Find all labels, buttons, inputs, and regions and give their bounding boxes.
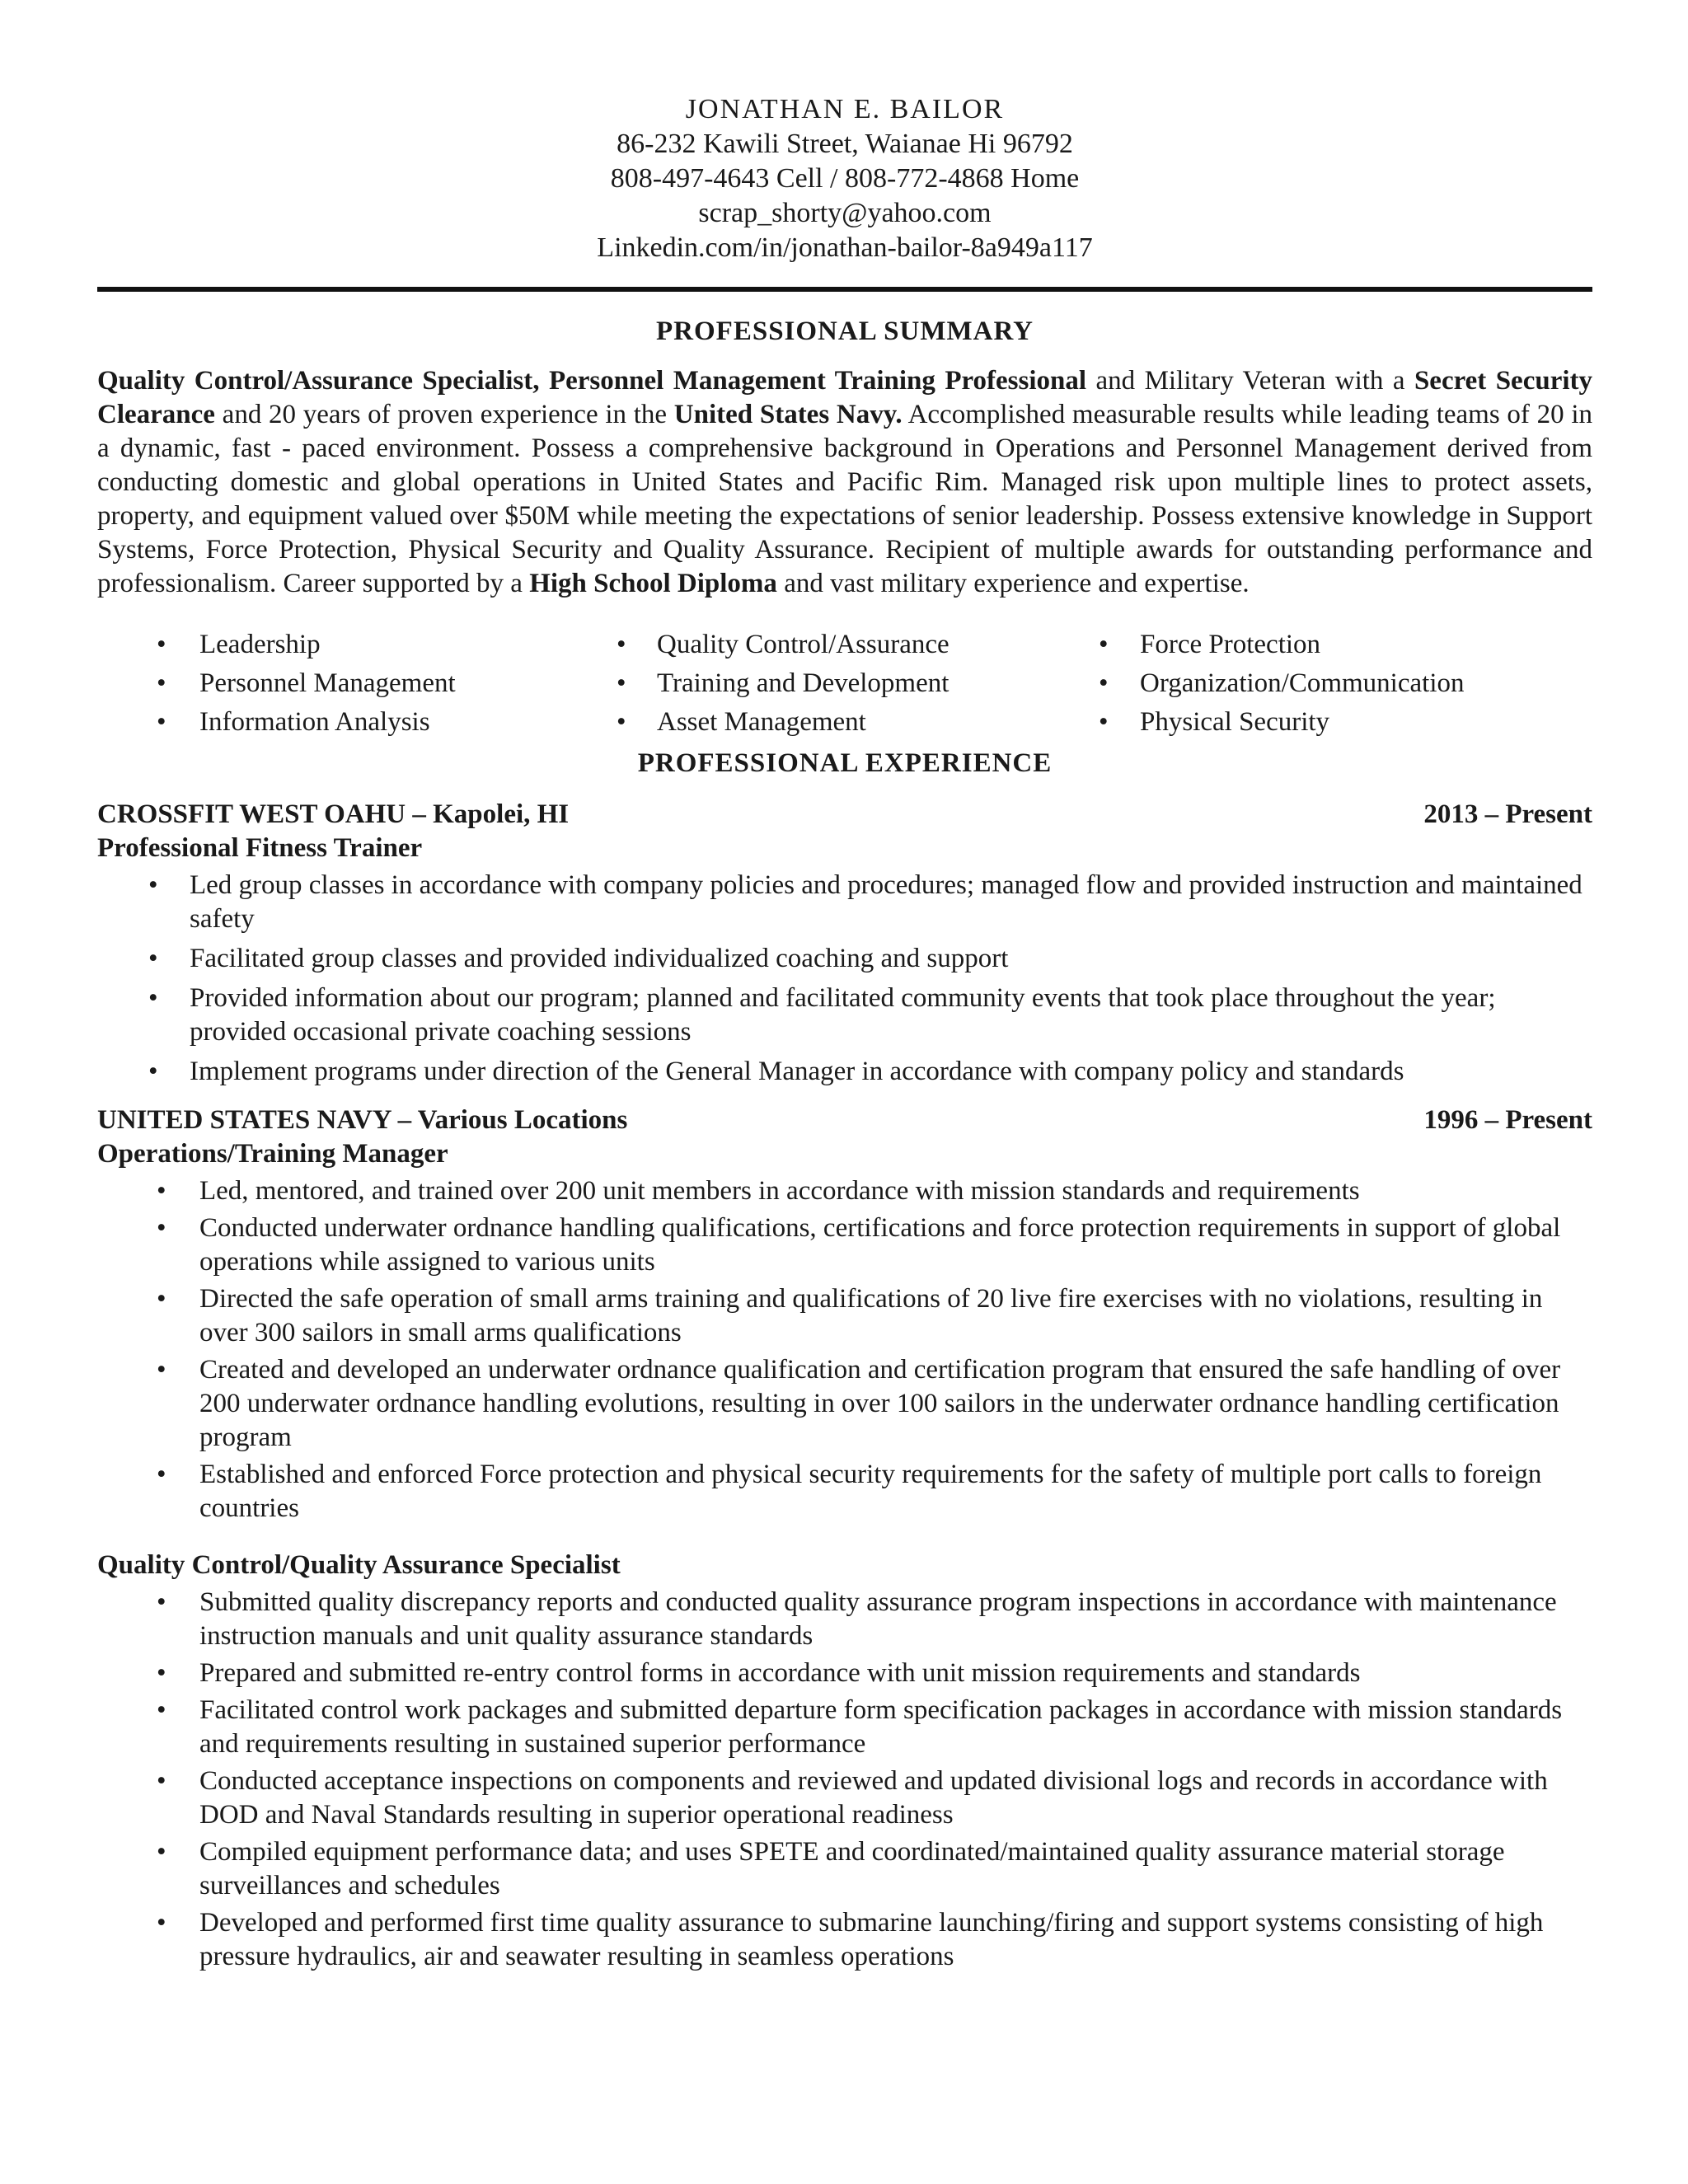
experience-heading: PROFESSIONAL EXPERIENCE — [637, 748, 1053, 778]
skills-column-2 — [565, 626, 1064, 742]
summary-text-4: and vast military experience and expertise. — [776, 569, 1250, 598]
summary-text-2: and 20 years of proven experience in the — [214, 400, 674, 429]
job-dates: 1996 – Present — [1423, 1105, 1592, 1135]
summary-bold-2: Secret Security Clearance — [97, 366, 1593, 429]
job-title: Operations/Training Manager — [97, 1139, 448, 1169]
job-qa-specialist — [97, 1549, 1592, 1974]
list-item: • Prepared and submitted re-entry control forms in accordance with unit mission requirements and standards — [97, 1657, 1592, 1690]
skill-item: • Leadership — [97, 626, 565, 664]
resume-page — [97, 92, 1592, 1977]
skill-item: • Force Protection — [1064, 626, 1465, 664]
summary-paragraph — [97, 364, 1592, 601]
employer: CROSSFIT WEST OAHU – Kapolei, HI — [97, 799, 570, 829]
job-bullets — [97, 1174, 1592, 1526]
list-item: • Led, mentored, and trained over 200 unit members in accordance with mission standards and requirements — [97, 1174, 1592, 1208]
header-divider — [97, 287, 1592, 292]
list-item: • Implement programs under direction of the General Manager in accordance with company policy and standards — [97, 1055, 1592, 1089]
skill-item: • Information Analysis — [97, 703, 565, 742]
phone-numbers: 808-497-4643 Cell / 808-772-4868 Home — [610, 163, 1080, 194]
email: scrap_shorty@yahoo.com — [698, 198, 992, 228]
contact-header — [97, 92, 1592, 265]
summary-bold-1: Quality Control/Assurance Specialist, Personnel Management Training Professional — [97, 366, 1087, 396]
summary-bold-3: United States Navy. — [673, 400, 903, 429]
list-item: • Compiled equipment performance data; and uses SPETE and coordinated/maintained quality assurance material storage surveillances and schedules — [97, 1835, 1592, 1903]
job-dates: 2013 – Present — [1423, 799, 1592, 829]
list-item: • Facilitated control work packages and submitted departure form specification packages in accordance with mission standards and requirements resulting in sustained superior performance — [97, 1694, 1592, 1761]
employer: UNITED STATES NAVY – Various Locations — [97, 1105, 628, 1135]
summary-text-1: and Military Veteran with a — [1086, 366, 1414, 396]
skill-item: • Organization/Communication — [1064, 664, 1465, 703]
list-item: • Established and enforced Force protection and physical security requirements for the safety of multiple port calls to foreign countries — [97, 1458, 1592, 1526]
address: 86-232 Kawili Street, Waianae Hi 96792 — [617, 129, 1073, 159]
list-item: • Provided information about our program; planned and facilitated community events that took place throughout the year; provided occasional private coaching sessions — [97, 982, 1592, 1049]
skill-item: • Asset Management — [565, 703, 1064, 742]
linkedin-url: Linkedin.com/in/jonathan-bailor-8a949a117 — [597, 232, 1093, 263]
list-item: • Created and developed an underwater ordnance qualification and certification program that ensured the safe handling of over 200 underwater ordnance handling evolutions, resulting in over 100 sailors in the underwater ordnance handling certification program — [97, 1353, 1592, 1455]
summary-bold-4: High School Diploma — [529, 569, 777, 598]
job-header — [97, 798, 1592, 832]
job-bullets — [97, 869, 1592, 1089]
skill-item: • Physical Security — [1064, 703, 1465, 742]
list-item: • Conducted underwater ordnance handling qualifications, certifications and force protection requirements in support of global operations while assigned to various units — [97, 1212, 1592, 1279]
list-item: • Directed the safe operation of small arms training and qualifications of 20 live fire exercises with no violations, resulting in over 300 sailors in small arms qualifications — [97, 1282, 1592, 1350]
summary-text-3: Accomplished measurable results while leading teams of 20 in a dynamic, fast - paced environment. Possess a comprehensive background in Operations and Personnel Management derived from conducting domestic and global operations in United States and Pacific Rim. Managed risk upon multiple lines to protect assets, property, and equipment valued over $50M while meeting the expectations of senior leadership. Possess extensive knowledge in Support Systems, Force Protection, Physical Security and Quality Assurance. Recipient of multiple awards for outstanding performance and professionalism. Career supported by a — [97, 400, 1593, 598]
summary-heading: PROFESSIONAL SUMMARY — [656, 316, 1034, 346]
skills-column-1 — [97, 626, 565, 742]
list-item: • Developed and performed first time quality assurance to submarine launching/firing and support systems consisting of high pressure hydraulics, air and seawater resulting in seamless operations — [97, 1906, 1592, 1974]
skill-item: • Training and Development — [565, 664, 1064, 703]
list-item: • Led group classes in accordance with company policies and procedures; managed flow and provided instruction and maintained safety — [97, 869, 1592, 936]
skills-list — [97, 626, 1592, 742]
job-title: Quality Control/Quality Assurance Specialist — [97, 1550, 621, 1580]
candidate-name: JONATHAN E. BAILOR — [685, 94, 1005, 124]
skills-column-3 — [1064, 626, 1465, 742]
job-title: Professional Fitness Trainer — [97, 833, 423, 863]
skill-item: • Personnel Management — [97, 664, 565, 703]
list-item: • Submitted quality discrepancy reports and conducted quality assurance program inspections in accordance with maintenance instruction manuals and unit quality assurance standards — [97, 1586, 1592, 1653]
skill-item: • Quality Control/Assurance — [565, 626, 1064, 664]
job-navy — [97, 1104, 1592, 1526]
job-header — [97, 1104, 1592, 1137]
list-item: • Facilitated group classes and provided individualized coaching and support — [97, 942, 1592, 976]
job-crossfit — [97, 798, 1592, 1089]
job-bullets — [97, 1586, 1592, 1974]
list-item: • Conducted acceptance inspections on components and reviewed and updated divisional logs and records in accordance with DOD and Naval Standards resulting in superior operational readiness — [97, 1765, 1592, 1832]
